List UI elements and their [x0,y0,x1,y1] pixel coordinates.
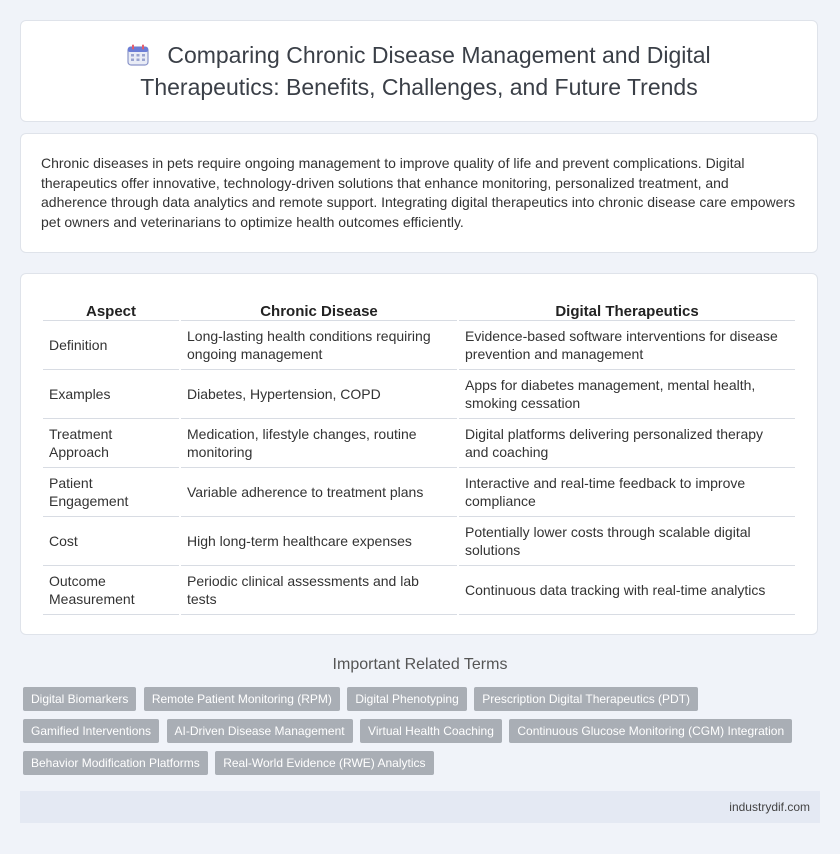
comparison-table-card [20,273,818,635]
table-cell: Cost [43,517,179,566]
related-term-tag[interactable]: Digital Biomarkers [23,687,136,711]
related-term-tag[interactable]: Digital Phenotyping [347,687,466,711]
table-cell: Continuous data tracking with real-time analytics [459,566,795,615]
related-term-tag[interactable]: Behavior Modification Platforms [23,751,208,775]
table-cell: Apps for diabetes management, mental health, smoking cessation [459,370,795,419]
related-term-tag[interactable]: Gamified Interventions [23,719,159,743]
title-card [20,20,818,122]
related-term-tag[interactable]: AI-Driven Disease Management [167,719,353,743]
table-cell: Outcome Measurement [43,566,179,615]
table-row [43,419,795,468]
table-cell: Interactive and real-time feedback to improve compliance [459,468,795,517]
table-cell: Digital platforms delivering personalized therapy and coaching [459,419,795,468]
table-cell: Variable adherence to treatment plans [181,468,457,517]
header-digital-therapeutics: Digital Therapeutics [459,294,795,321]
footer-site[interactable]: industrydif.com [729,800,810,814]
table-cell: Periodic clinical assessments and lab tests [181,566,457,615]
table-cell: Examples [43,370,179,419]
table-cell: Medication, lifestyle changes, routine monitoring [181,419,457,468]
table-row [43,517,795,566]
header-aspect: Aspect [43,294,179,321]
table-cell: Patient Engagement [43,468,179,517]
related-term-tag[interactable]: Continuous Glucose Monitoring (CGM) Integration [509,719,792,743]
related-term-tag[interactable]: Prescription Digital Therapeutics (PDT) [474,687,698,711]
page-title: Comparing Chronic Disease Management and Digital Therapeutics: Benefits, Challenges, and Future Trends [140,41,711,100]
related-term-tag[interactable]: Virtual Health Coaching [360,719,502,743]
footer [20,791,820,823]
table-cell: High long-term healthcare expenses [181,517,457,566]
header-chronic-disease: Chronic Disease [181,294,457,321]
related-term-tag[interactable]: Real-World Evidence (RWE) Analytics [215,751,433,775]
comparison-table [41,294,797,615]
table-cell: Definition [43,321,179,370]
table-row [43,370,795,419]
table-cell: Evidence-based software interventions for disease prevention and management [459,321,795,370]
table-row [43,566,795,615]
related-terms-title: Important Related Terms [332,656,508,673]
intro-card [20,133,818,253]
table-row [43,321,795,370]
table-cell: Long-lasting health conditions requiring ongoing management [181,321,457,370]
related-terms-list [23,687,813,783]
page-title-wrap [69,41,769,102]
table-cell: Treatment Approach [43,419,179,468]
table-row [43,468,795,517]
related-term-tag[interactable]: Remote Patient Monitoring (RPM) [144,687,340,711]
table-cell: Potentially lower costs through scalable digital solutions [459,517,795,566]
calendar-icon [127,44,149,73]
intro-text: Chronic diseases in pets require ongoing management to improve quality of life and prevent complications. Digital therapeutics offer innovative, technology-driven solutions that enhance monitoring, personalized treatment, and adherence through data analytics and remote support. Integrating digital therapeutics into chronic disease care empowers pet owners and veterinarians to optimize health outcomes efficiently. [41,155,796,230]
table-header-row [43,294,795,321]
table-cell: Diabetes, Hypertension, COPD [181,370,457,419]
